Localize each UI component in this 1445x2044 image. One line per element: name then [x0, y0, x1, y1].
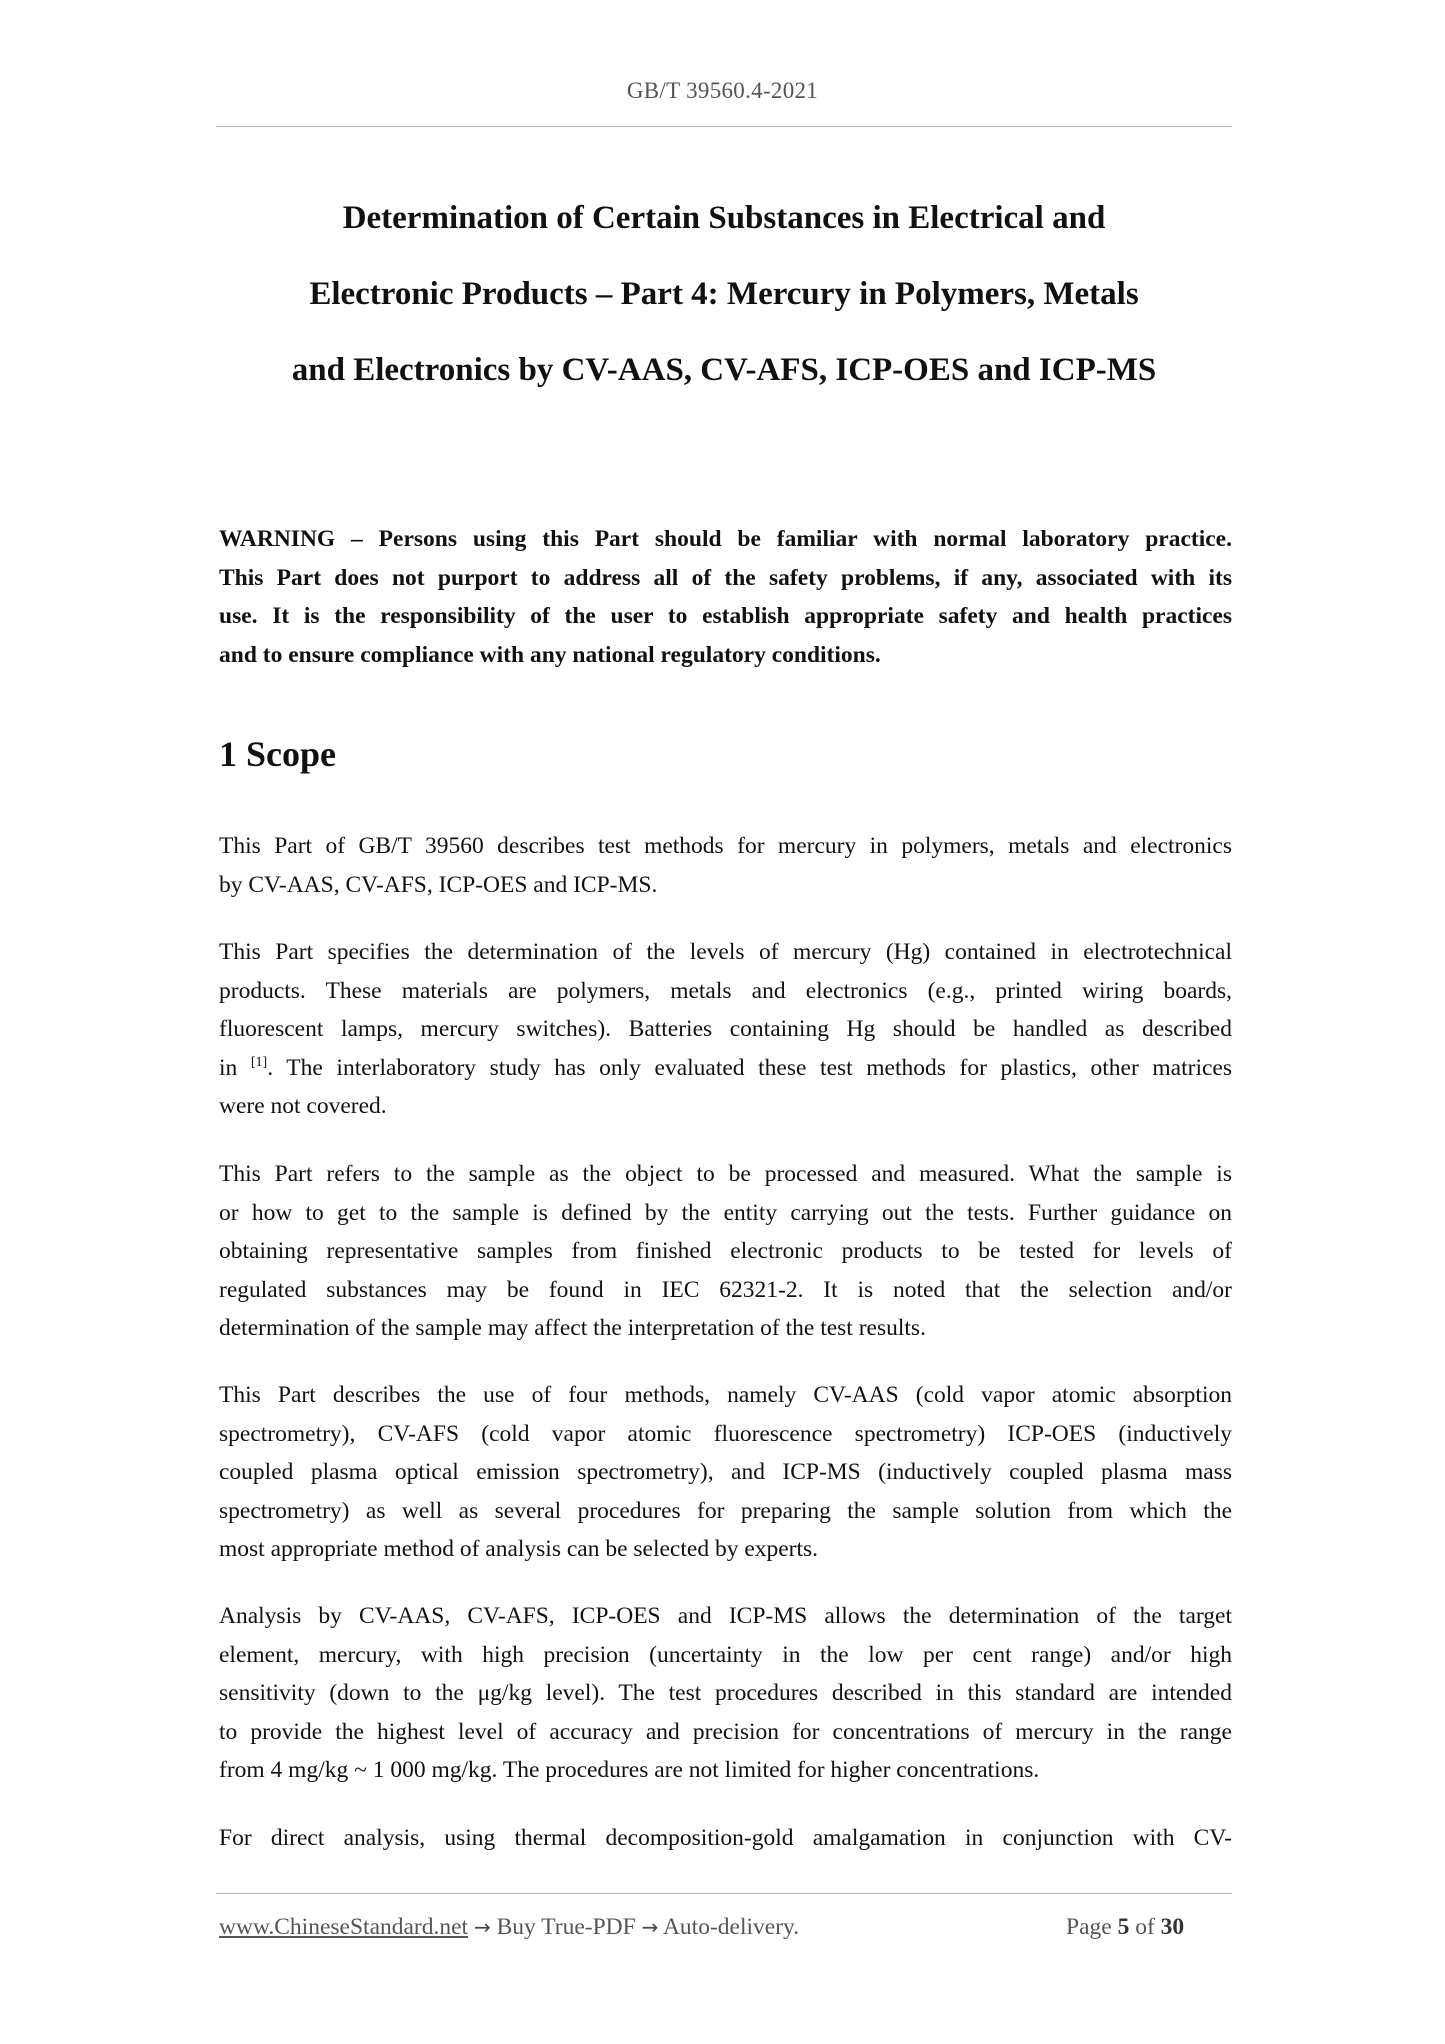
paragraph-line: regulated substances may be found in IEC 62321-2. It is noted that the selection and/or — [219, 1276, 1232, 1303]
paragraph-line: obtaining representative samples from finished electronic products to be tested for levels of — [219, 1238, 1232, 1264]
paragraph-line: This Part specifies the determination of the levels of mercury (Hg) contained in electrotechnical — [219, 939, 1232, 965]
paragraph-5 — [219, 1597, 1232, 1790]
paragraph-line: This Part of GB/T 39560 describes test methods for mercury in polymers, metals and electronics — [219, 833, 1232, 859]
section-heading-scope: 1 Scope — [219, 734, 336, 774]
document-title — [216, 180, 1232, 408]
page-current: 5 — [1117, 1914, 1130, 1940]
paragraph-line: or how to get to the sample is defined by the entity carrying out the tests. Further guidance on — [219, 1199, 1232, 1226]
arrow-right-icon: → — [641, 1915, 659, 1939]
paragraph-line: This Part describes the use of four methods, namely CV-AAS (cold vapor atomic absorption — [219, 1382, 1232, 1408]
paragraph-1 — [219, 827, 1232, 904]
page-word: Page — [1066, 1914, 1112, 1940]
page-indicator — [1066, 1914, 1184, 1941]
warning-line: and to ensure compliance with any national regulatory conditions. — [219, 641, 881, 668]
paragraph-line: Analysis by CV-AAS, CV-AFS, ICP-OES and ICP-MS allows the determination of the target — [219, 1603, 1232, 1629]
inline-text: . The interlaboratory study has only evaluated these test methods for plastics, other matrices — [267, 1054, 1232, 1081]
paragraph-line: by CV-AAS, CV-AFS, ICP-OES and ICP-MS. — [219, 871, 658, 898]
running-header: GB/T 39560.4-2021 — [626, 78, 819, 103]
title-line: Determination of Certain Substances in Electrical and — [342, 200, 1106, 236]
citation-reference: [1] — [250, 1054, 268, 1070]
page-total: 30 — [1160, 1914, 1185, 1940]
warning-line: use. It is the responsibility of the user to establish appropriate safety and health practices — [219, 603, 1232, 629]
footer-divider — [216, 1893, 1232, 1894]
paragraph-line-with-reference — [219, 1049, 1232, 1088]
paragraph-4 — [219, 1376, 1232, 1569]
warning-notice — [219, 520, 1232, 674]
paragraph-line: were not covered. — [219, 1093, 387, 1119]
delivery-text: Auto-delivery. — [662, 1914, 800, 1940]
buy-text: Buy True-PDF — [496, 1914, 636, 1940]
arrow-right-icon: → — [473, 1915, 491, 1939]
paragraph-line: spectrometry), CV-AFS (cold vapor atomic fluorescence spectrometry) ICP-OES (inductively — [219, 1420, 1232, 1447]
of-word: of — [1135, 1914, 1155, 1940]
title-line: and Electronics by CV-AAS, CV-AFS, ICP-OES and ICP-MS — [291, 352, 1157, 388]
paragraph-line: For direct analysis, using thermal decomposition-gold amalgamation in conjunction with CV- — [219, 1825, 1232, 1851]
paragraph-line: from 4 mg/kg ~ 1 000 mg/kg. The procedures are not limited for higher concentrations. — [219, 1757, 1040, 1783]
paragraph-2 — [219, 933, 1232, 1126]
inline-text: in — [219, 1054, 238, 1081]
paragraph-line: to provide the highest level of accuracy and precision for concentrations of mercury in the range — [219, 1718, 1232, 1745]
paragraph-line: products. These materials are polymers, metals and electronics (e.g., printed wiring boards, — [219, 977, 1232, 1004]
paragraph-6 — [219, 1819, 1232, 1858]
paragraph-line: coupled plasma optical emission spectrometry), and ICP-MS (inductively coupled plasma mass — [219, 1459, 1232, 1485]
paragraph-line: This Part refers to the sample as the object to be processed and measured. What the sample is — [219, 1161, 1232, 1187]
paragraph-line: sensitivity (down to the μg/kg level). The test procedures described in this standard are intended — [219, 1680, 1232, 1706]
paragraph-line: determination of the sample may affect the interpretation of the test results. — [219, 1315, 926, 1341]
site-link[interactable]: www.ChineseStandard.net — [219, 1914, 469, 1940]
paragraph-3 — [219, 1155, 1232, 1348]
paragraph-line: element, mercury, with high precision (uncertainty in the low per cent range) and/or high — [219, 1641, 1232, 1668]
footer-promo — [219, 1914, 799, 1941]
paragraph-line: fluorescent lamps, mercury switches). Batteries containing Hg should be handled as described — [219, 1016, 1232, 1042]
header-divider — [216, 126, 1232, 127]
paragraph-line: spectrometry) as well as several procedures for preparing the sample solution from which the — [219, 1497, 1232, 1524]
warning-line: WARNING – Persons using this Part should be familiar with normal laboratory practice. — [219, 526, 1232, 552]
title-line: Electronic Products – Part 4: Mercury in Polymers, Metals — [309, 276, 1139, 312]
warning-line: This Part does not purport to address all of the safety problems, if any, associated with its — [219, 564, 1232, 591]
paragraph-line: most appropriate method of analysis can be selected by experts. — [219, 1536, 819, 1562]
